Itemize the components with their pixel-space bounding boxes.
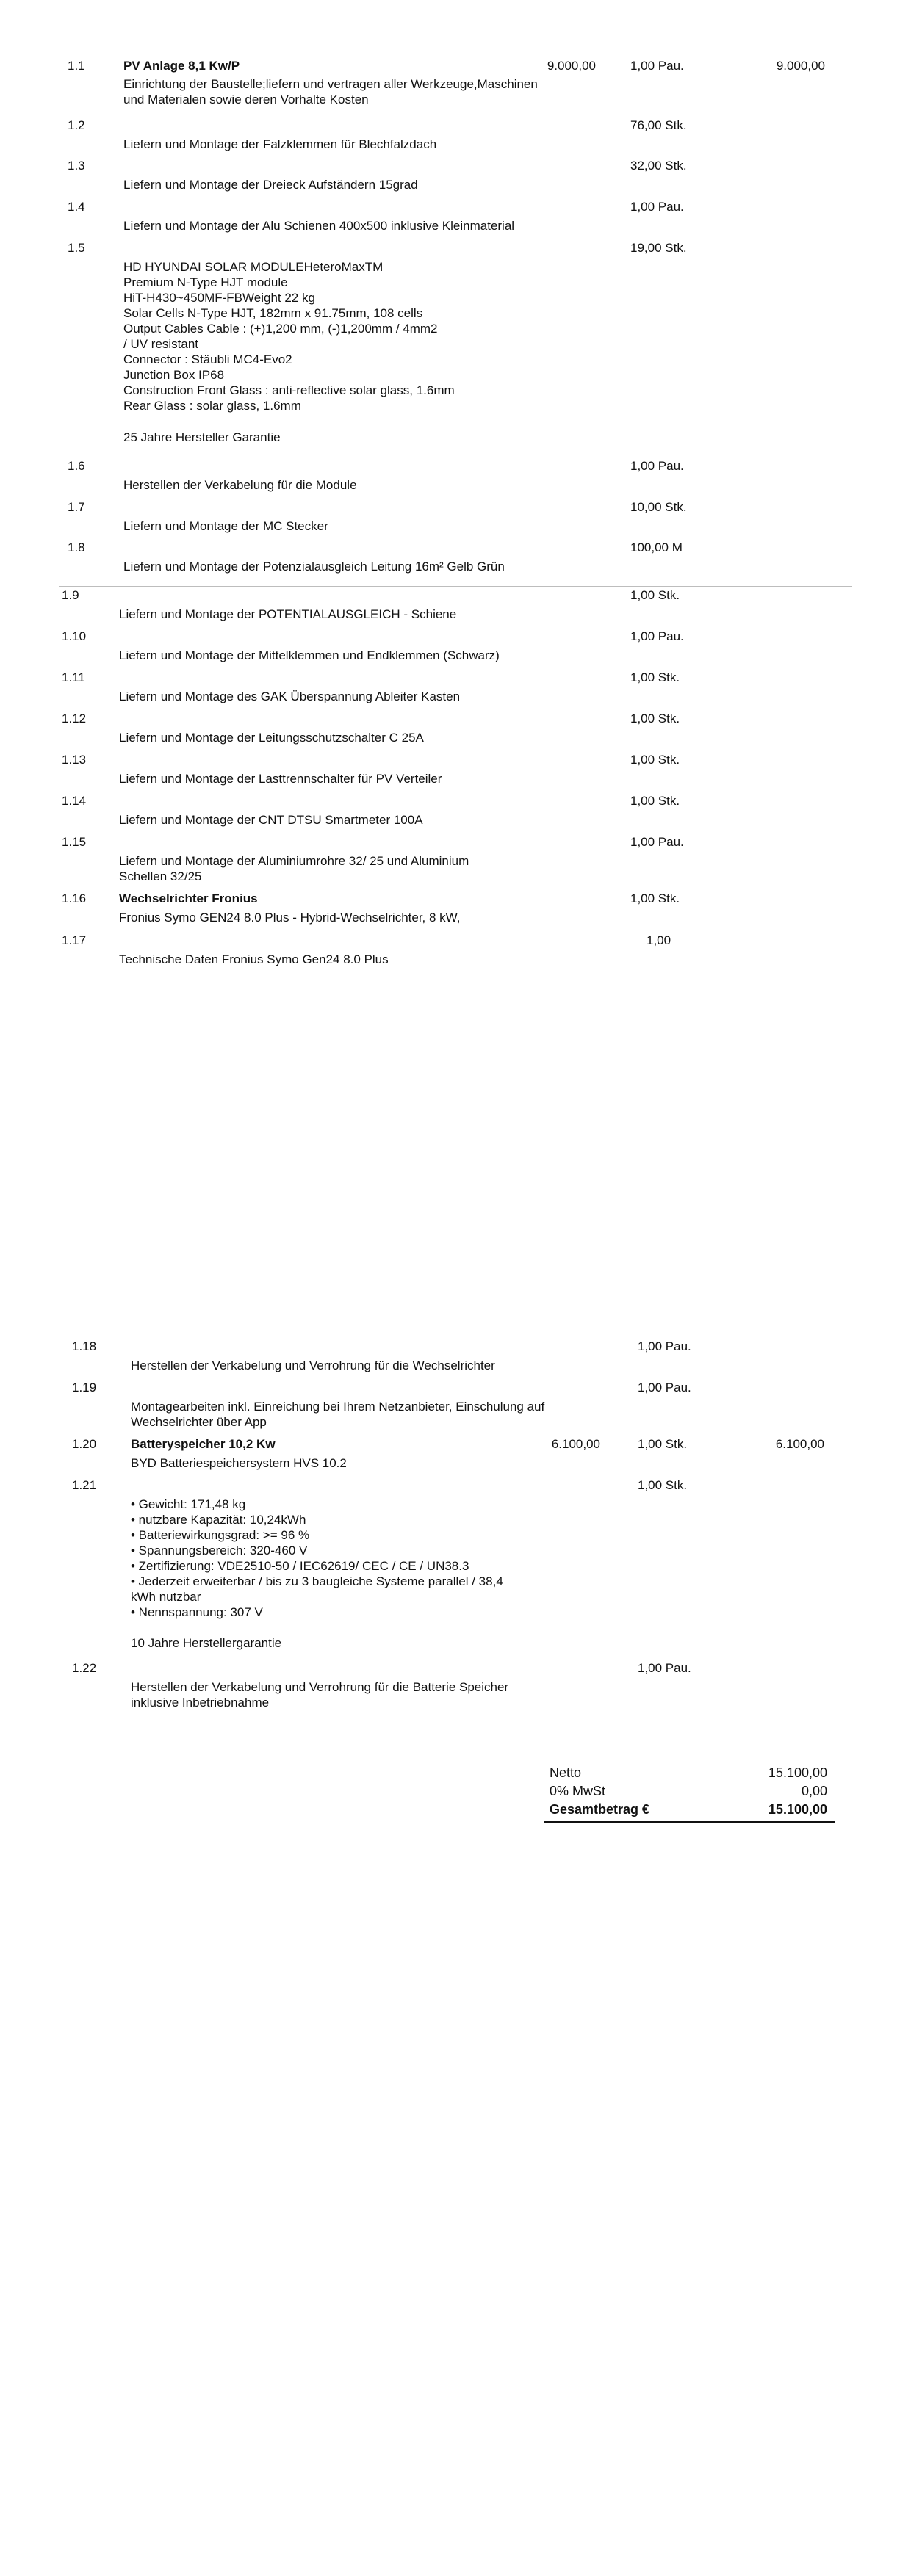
item-position: 1.8 xyxy=(68,540,85,554)
item-quantity: 1,00 Pau. xyxy=(630,59,684,73)
description-line: Premium N-Type HJT module xyxy=(123,275,288,289)
item-title: Batteryspeicher 10,2 Kw xyxy=(131,1437,276,1451)
item-position: 1.10 xyxy=(62,629,87,643)
netto-value: 15.100,00 xyxy=(768,1765,827,1780)
description-line: Liefern und Montage der POTENTIALAUSGLEICH - Schiene xyxy=(119,607,457,621)
warranty-note: 25 Jahre Hersteller Garantie xyxy=(123,430,281,444)
description-line: und Materialen sowie deren Vorhalte Kosten xyxy=(123,93,369,106)
item-quantity: 1,00 Stk. xyxy=(638,1478,688,1492)
item-quantity: 1,00 Stk. xyxy=(630,891,680,905)
warranty-note: 10 Jahre Herstellergarantie xyxy=(131,1636,282,1650)
item-description xyxy=(123,518,623,534)
grand-total-label: Gesamtbetrag € xyxy=(550,1802,650,1817)
item-position: 1.13 xyxy=(62,753,87,767)
description-line: Liefern und Montage der MC Stecker xyxy=(123,519,328,533)
description-line: • Batteriewirkungsgrad: >= 96 % xyxy=(131,1528,310,1542)
description-line: Herstellen der Verkabelung und Verrohrung für die Wechselrichter xyxy=(131,1358,495,1372)
description-line: Liefern und Montage der Lasttrennschalter für PV Verteiler xyxy=(119,772,442,786)
item-position: 1.1 xyxy=(68,59,85,73)
description-line: Liefern und Montage der Dreieck Aufständern 15grad xyxy=(123,178,418,192)
description-line: • Zertifizierung: VDE2510-50 / IEC62619/ CEC / CE / UN38.3 xyxy=(131,1559,469,1573)
item-description xyxy=(119,771,619,786)
description-line: Liefern und Montage der Potenzialausgleich Leitung 16m² Gelb Grün xyxy=(123,560,505,574)
description-line: Technische Daten Fronius Symo Gen24 8.0 Plus xyxy=(119,952,389,966)
item-quantity: 1,00 Stk. xyxy=(630,712,680,726)
item-position: 1.3 xyxy=(68,159,85,173)
item-quantity: 1,00 Pau. xyxy=(630,629,684,643)
item-quantity: 1,00 Stk. xyxy=(638,1437,688,1451)
description-line: Herstellen der Verkabelung für die Module xyxy=(123,478,357,492)
item-quantity: 10,00 Stk. xyxy=(630,500,687,514)
item-position: 1.12 xyxy=(62,712,87,726)
description-line: Fronius Symo GEN24 8.0 Plus - Hybrid-Wechselrichter, 8 kW, xyxy=(119,911,461,925)
item-quantity: 1,00 Pau. xyxy=(638,1339,691,1353)
item-position: 1.20 xyxy=(72,1437,97,1451)
item-description xyxy=(123,259,623,445)
item-quantity: 32,00 Stk. xyxy=(630,159,687,173)
description-line: • Nennspannung: 307 V xyxy=(131,1605,263,1619)
item-position: 1.17 xyxy=(62,933,87,947)
description-line: Rear Glass : solar glass, 1.6mm xyxy=(123,399,301,413)
item-unit-price: 6.100,00 xyxy=(551,1437,600,1451)
vat-label: 0% MwSt xyxy=(550,1784,606,1798)
item-quantity: 1,00 Stk. xyxy=(630,588,680,602)
item-quantity: 1,00 Pau. xyxy=(638,1661,691,1675)
item-description xyxy=(119,853,619,884)
description-line: Montagearbeiten inkl. Einreichung bei Ihrem Netzanbieter, Einschulung auf xyxy=(131,1400,545,1414)
item-position: 1.19 xyxy=(72,1381,97,1394)
item-description xyxy=(119,730,619,745)
section-divider xyxy=(59,586,852,587)
item-description xyxy=(119,689,619,704)
item-description xyxy=(131,1399,630,1430)
item-description xyxy=(119,607,619,622)
item-description xyxy=(123,137,623,152)
netto-label: Netto xyxy=(550,1765,582,1780)
item-quantity: 1,00 Pau. xyxy=(630,200,684,214)
item-position: 1.4 xyxy=(68,200,85,214)
description-line: • Gewicht: 171,48 kg xyxy=(131,1497,246,1511)
description-line: Liefern und Montage der Aluminiumrohre 32/ 25 und Aluminium xyxy=(119,854,469,868)
description-line: • Spannungsbereich: 320-460 V xyxy=(131,1544,308,1557)
description-line: Liefern und Montage der CNT DTSU Smartmeter 100A xyxy=(119,813,423,827)
item-total: 9.000,00 xyxy=(776,59,825,73)
item-position: 1.11 xyxy=(62,670,85,684)
item-position: 1.5 xyxy=(68,241,85,255)
item-description xyxy=(123,559,623,574)
item-description xyxy=(131,1455,630,1471)
item-description xyxy=(119,648,619,663)
item-title: PV Anlage 8,1 Kw/P xyxy=(123,59,240,73)
item-description xyxy=(119,910,619,925)
description-line: Einrichtung der Baustelle;liefern und vertragen aller Werkzeuge,Maschinen xyxy=(123,77,538,91)
description-line: Liefern und Montage des GAK Überspannung Ableiter Kasten xyxy=(119,690,461,703)
item-position: 1.9 xyxy=(62,588,79,602)
description-line: Liefern und Montage der Alu Schienen 400x500 inklusive Kleinmaterial xyxy=(123,219,515,233)
item-position: 1.18 xyxy=(72,1339,97,1353)
item-quantity: 1,00 Stk. xyxy=(630,794,680,808)
description-line: HD HYUNDAI SOLAR MODULEHeteroMaxTM xyxy=(123,260,384,274)
description-line: • nutzbare Kapazität: 10,24kWh xyxy=(131,1513,306,1527)
netto-row xyxy=(544,1765,835,1784)
description-line: • Jederzeit erweiterbar / bis zu 3 baugleiche Systeme parallel / 38,4 xyxy=(131,1574,503,1588)
description-line: BYD Batteriespeichersystem HVS 10.2 xyxy=(131,1456,347,1470)
item-description xyxy=(123,477,623,493)
item-description xyxy=(131,1497,630,1651)
description-line: Junction Box IP68 xyxy=(123,368,225,382)
item-position: 1.15 xyxy=(62,835,87,849)
description-line: / UV resistant xyxy=(123,337,199,351)
item-position: 1.14 xyxy=(62,794,87,808)
description-line: Connector : Stäubli MC4-Evo2 xyxy=(123,352,292,366)
grand-total-row xyxy=(544,1802,835,1823)
item-position: 1.22 xyxy=(72,1661,97,1675)
item-description xyxy=(123,177,623,192)
item-quantity: 1,00 Stk. xyxy=(630,670,680,684)
description-line: Output Cables Cable : (+)1,200 mm, (-)1,200mm / 4mm2 xyxy=(123,322,438,336)
item-description xyxy=(123,218,623,234)
item-position: 1.2 xyxy=(68,118,85,132)
description-line: Herstellen der Verkabelung und Verrohrung für die Batterie Speicher xyxy=(131,1680,509,1694)
vat-value: 0,00 xyxy=(801,1784,827,1798)
item-total: 6.100,00 xyxy=(775,1437,824,1451)
item-quantity: 1,00 Stk. xyxy=(630,753,680,767)
item-description xyxy=(131,1679,630,1710)
description-line: Construction Front Glass : anti-reflective solar glass, 1.6mm xyxy=(123,383,455,397)
item-quantity: 1,00 Pau. xyxy=(630,459,684,473)
description-line: inklusive Inbetriebnahme xyxy=(131,1696,270,1710)
item-description xyxy=(119,952,619,967)
item-quantity: 100,00 M xyxy=(630,540,683,554)
item-unit-price: 9.000,00 xyxy=(547,59,596,73)
item-quantity: 1,00 Pau. xyxy=(630,835,684,849)
vat-row xyxy=(544,1784,835,1802)
item-description xyxy=(119,812,619,828)
description-line: Wechselrichter über App xyxy=(131,1415,267,1429)
description-line: Liefern und Montage der Falzklemmen für Blechfalzdach xyxy=(123,137,437,151)
description-line: kWh nutzbar xyxy=(131,1590,201,1604)
description-line: HiT-H430~450MF-FBWeight 22 kg xyxy=(123,291,315,305)
item-title: Wechselrichter Fronius xyxy=(119,891,258,905)
item-position: 1.6 xyxy=(68,459,85,473)
item-position: 1.21 xyxy=(72,1478,97,1492)
item-description xyxy=(123,76,623,107)
description-line: Liefern und Montage der Mittelklemmen und Endklemmen (Schwarz) xyxy=(119,648,500,662)
item-quantity: 1,00 xyxy=(647,933,671,947)
item-position: 1.7 xyxy=(68,500,85,514)
item-quantity: 76,00 Stk. xyxy=(630,118,687,132)
totals-summary xyxy=(544,1765,835,1823)
description-line: Liefern und Montage der Leitungsschutzschalter C 25A xyxy=(119,731,424,745)
item-quantity: 1,00 Pau. xyxy=(638,1381,691,1394)
item-position: 1.16 xyxy=(62,891,87,905)
item-description xyxy=(131,1358,630,1373)
item-quantity: 19,00 Stk. xyxy=(630,241,687,255)
grand-total-value: 15.100,00 xyxy=(768,1802,827,1817)
description-line: Schellen 32/25 xyxy=(119,869,202,883)
description-line: Solar Cells N-Type HJT, 182mm x 91.75mm, 108 cells xyxy=(123,306,423,320)
